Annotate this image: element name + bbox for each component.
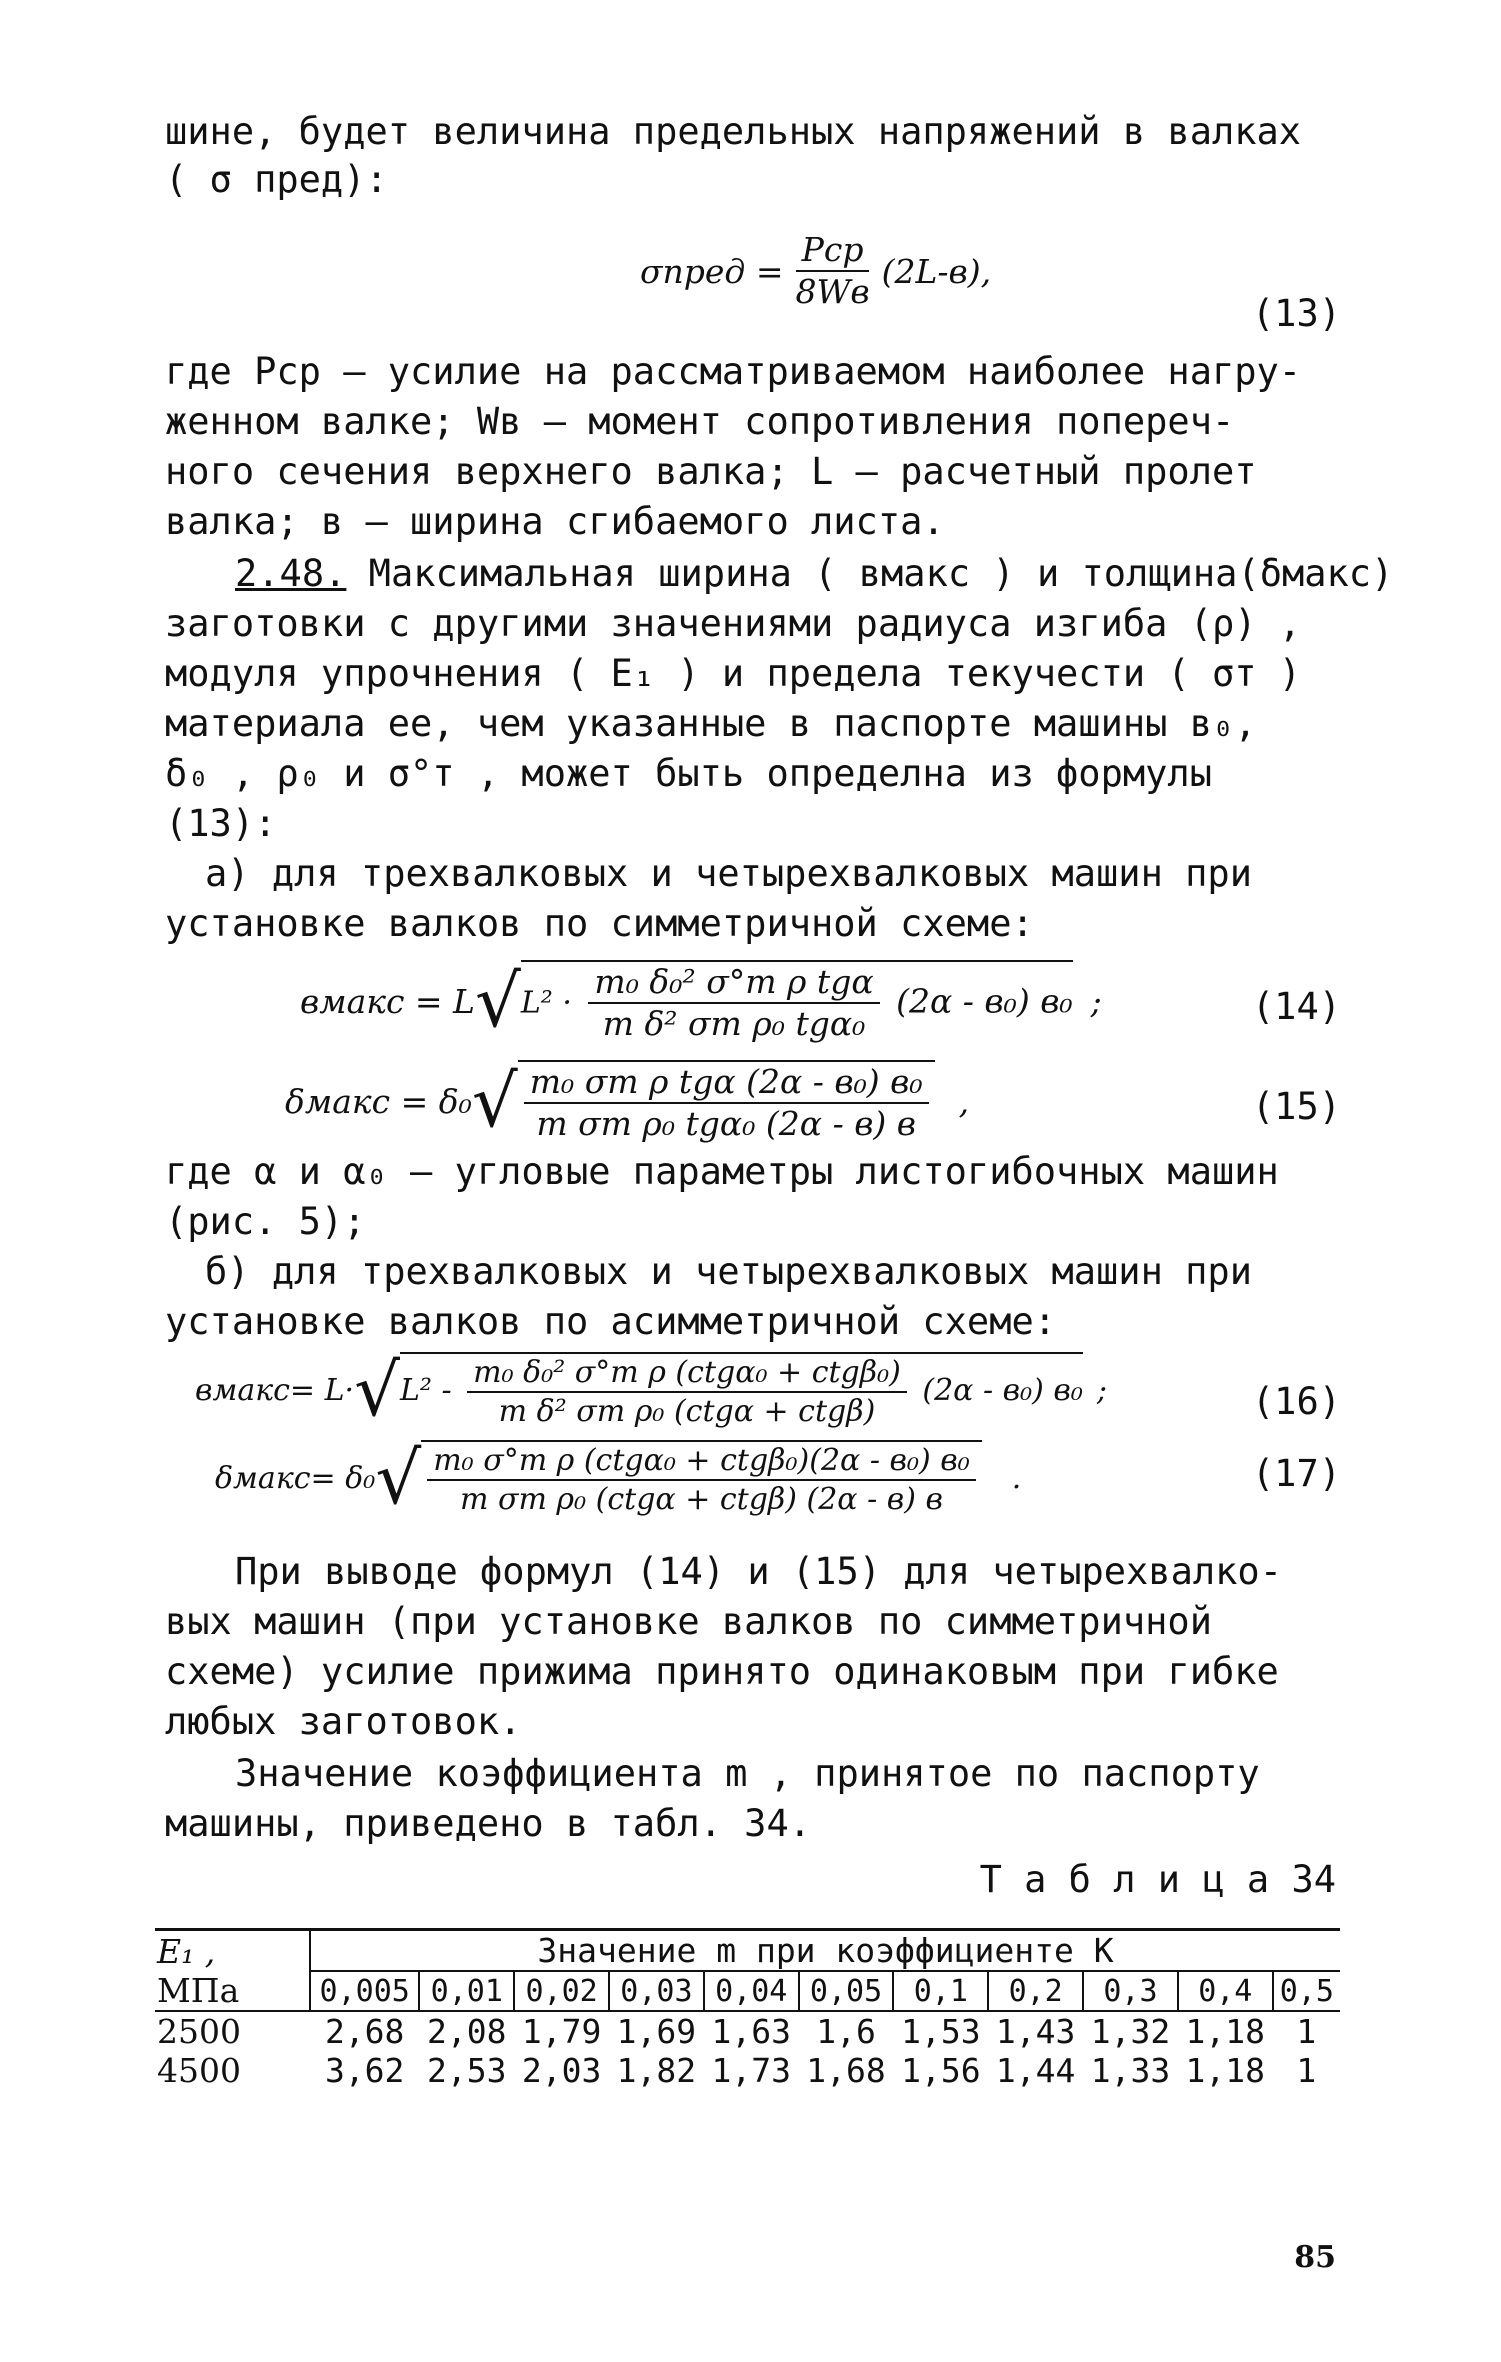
text-line: схеме) усилие прижима принято одинаковым при гибке [165, 1650, 1279, 1693]
eq14-denominator: m δ² σт ρ₀ tgα₀ [602, 1004, 866, 1044]
table-cell: 1,33 [1090, 2051, 1171, 2090]
text-line: (13): [165, 802, 277, 845]
header-k-value: 0,3 [1083, 1971, 1178, 2011]
header-mpa: МПа [155, 1971, 310, 2011]
table-body [155, 2011, 1340, 2090]
eq13-denominator: 8Wв [795, 272, 870, 312]
table-cell: 1,82 [616, 2051, 697, 2090]
table-cell: 1,18 [1185, 2051, 1266, 2090]
eq16-lhs: вмакс= L· [195, 1372, 355, 1408]
table-34 [155, 1928, 1340, 2090]
table-cell: 2,03 [521, 2051, 602, 2090]
eq16-fraction [467, 1356, 907, 1428]
table-cell: 1,44 [995, 2051, 1076, 2090]
eq14-radicand: L² · $\frac{\text{m₀ δ₀² σ°т ρ tgα}}{\text{m δ² σт ρ₀ tgα₀}}$ (2α - в₀) в₀ [520, 962, 1073, 1044]
eq16-rest: (2α - в₀) в₀ [922, 1373, 1083, 1408]
table-cell: 2,53 [427, 2051, 507, 2090]
page-number: 85 [1294, 2240, 1336, 2275]
eq17-dot: . [1011, 1460, 1022, 1496]
sqrt-icon: √ [474, 959, 521, 1044]
table-cell: 1,56 [901, 2051, 981, 2090]
text-line: где Pср – усилие на рассматриваемом наиболее нагру- [165, 350, 1302, 393]
text-line: установке валков по симметричной схеме: [165, 902, 1034, 945]
text-line: а) для трехвалковых и четырехвалковых машин при [205, 852, 1252, 895]
equation-number: (14) [1251, 985, 1341, 1028]
table-header-row [155, 1971, 1340, 2011]
table-cell: 1,79 [521, 2012, 602, 2051]
equation-13 [640, 232, 991, 311]
text-line: ного сечения верхнего валка; L – расчетный пролет [165, 450, 1257, 493]
header-k-value: 0,04 [704, 1971, 799, 2011]
text-span: Максимальная ширина ( вмакс ) и толщина(δмакс) [346, 552, 1394, 595]
table-header-row [155, 1930, 1340, 1972]
equation-number: (17) [1251, 1452, 1341, 1495]
row-e-value: 2500 [157, 2012, 241, 2051]
eq15-radicand [518, 1060, 935, 1143]
eq15-denominator: m σт ρ₀ tgα₀ (2α - в) в [536, 1104, 916, 1144]
eq16-denominator: m δ² σт ρ₀ (ctgα + ctgβ) [498, 1394, 876, 1429]
sqrt-icon: √ [375, 1436, 422, 1520]
section-number: 2.48. [235, 552, 347, 595]
equation-15 [285, 1060, 969, 1143]
text-line: Значение коэффициента m , принятое по паспорту [235, 1752, 1260, 1795]
eq14-lhs: вмакс = L [300, 981, 475, 1021]
text-line: валка; в – ширина сгибаемого листа. [165, 500, 945, 543]
eq14-rest: (2α - в₀) в₀ [896, 981, 1073, 1021]
eq14-numerator: m₀ δ₀² σ°т ρ tgα [588, 964, 879, 1004]
table-title: Т а б л и ц а 34 [979, 1858, 1336, 1901]
equation-number: (15) [1251, 1085, 1341, 1128]
table-row [155, 2011, 1340, 2051]
text-line: материала ее, чем указанные в паспорте машины в₀, [165, 702, 1257, 745]
sqrt-icon: √ [471, 1059, 518, 1144]
header-k-value: 0,4 [1178, 1971, 1273, 2011]
text-line: машины, приведено в табл. 34. [165, 1802, 812, 1845]
equation-16 [195, 1348, 1107, 1432]
header-k-value: 0,2 [988, 1971, 1083, 2011]
text-line: δ₀ , ρ₀ и σ°т , может быть определна из формулы [165, 752, 1212, 795]
table-cell: 2,08 [427, 2012, 507, 2051]
text-line: б) для трехвалковых и четырехвалковых машин при [205, 1250, 1252, 1293]
table-cell: 1,68 [806, 2051, 886, 2090]
table-cell: 2,68 [324, 2012, 405, 2051]
sqrt-icon: √ [354, 1348, 400, 1432]
equation-17 [215, 1436, 1022, 1520]
eq16-semicolon: ; [1096, 1372, 1107, 1408]
table-cell: 1 [1296, 2051, 1317, 2090]
text-line: При выводе формул (14) и (15) для четырехвалко- [235, 1550, 1282, 1593]
eq17-radicand [421, 1440, 982, 1516]
table-cell: 1,53 [901, 2012, 981, 2051]
text-line: установке валков по асимметричной схеме: [165, 1300, 1057, 1343]
data-table [155, 1928, 1340, 2090]
eq13-lhs: σпред = [640, 251, 784, 291]
table-cell: 1,18 [1185, 2012, 1266, 2051]
eq15-numerator: m₀ σт ρ tgα (2α - в₀) в₀ [524, 1064, 929, 1104]
eq14-fraction [588, 964, 879, 1043]
eq13-fraction [790, 232, 876, 311]
text-line: заготовки с другими значениями радиуса изгиба (ρ) , [165, 602, 1302, 645]
eq16-radicand: L² - $\frac{\text{m₀ δ₀² σ°т ρ (ctgα₀ + ctgβ₀)}}{\text{m δ² σт ρ₀ (ctgα + ctgβ)}}$ (2α - в₀) в₀ [400, 1352, 1083, 1428]
text-line: женном валке; Wв – момент сопротивления попереч- [165, 400, 1235, 443]
header-k-value: 0,5 [1273, 1971, 1340, 2011]
eq17-lhs: δмакс= δ₀ [215, 1460, 376, 1496]
header-k-value: 0,01 [419, 1971, 514, 2011]
table-row [155, 2051, 1340, 2090]
eq14-semicolon: ; [1090, 981, 1102, 1021]
row-e-value: 4500 [157, 2051, 241, 2090]
eq17-fraction [427, 1444, 976, 1516]
text-line [235, 552, 1393, 595]
table-cell: 1 [1296, 2012, 1317, 2051]
table-cell: 1,43 [995, 2012, 1076, 2051]
header-k-value: 0,005 [310, 1971, 419, 2011]
header-e1: E₁ , [155, 1930, 310, 1972]
eq17-denominator: m σт ρ₀ (ctgα + ctgβ) (2α - в) в [459, 1482, 943, 1517]
table-cell: 1,6 [816, 2012, 876, 2051]
header-k-value: 0,02 [514, 1971, 609, 2011]
header-k-value: 0,1 [893, 1971, 988, 2011]
eq16-numerator: m₀ δ₀² σ°т ρ (ctgα₀ + ctgβ₀) [467, 1356, 907, 1393]
eq15-fraction [524, 1064, 929, 1143]
text-line: ( σ пред): [165, 158, 388, 201]
equation-14 [300, 960, 1102, 1043]
table-cell: 3,62 [324, 2051, 405, 2090]
table-cell: 1,32 [1090, 2012, 1171, 2051]
equation-number: (16) [1251, 1380, 1341, 1423]
header-k-value: 0,05 [799, 1971, 894, 2011]
table-cell: 1,69 [616, 2012, 697, 2051]
eq17-numerator: m₀ σ°т ρ (ctgα₀ + ctgβ₀)(2α - в₀) в₀ [427, 1444, 976, 1481]
text-line: шине, будет величина предельных напряжений в валках [165, 110, 1302, 153]
equation-number: (13) [1251, 292, 1341, 335]
text-line: где α и α₀ – угловые параметры листогибочных машин [165, 1150, 1279, 1193]
text-line: любых заготовок. [165, 1700, 522, 1743]
eq15-lhs: δмакс = δ₀ [285, 1081, 472, 1121]
eq15-comma: , [958, 1081, 970, 1121]
header-k-value: 0,03 [609, 1971, 704, 2011]
table-cell: 1,73 [711, 2051, 791, 2090]
text-line: модуля упрочнения ( E₁ ) и предела текучести ( σт ) [165, 652, 1302, 695]
table-cell: 1,63 [711, 2012, 791, 2051]
text-line: (рис. 5); [165, 1200, 366, 1243]
text-line: вых машин (при установке валков по симметричной [165, 1600, 1212, 1643]
eq13-numerator: Pср [796, 232, 870, 272]
header-group: Значение m при коэффициенте К [310, 1930, 1340, 1972]
eq13-rest: (2L-в), [881, 251, 992, 291]
